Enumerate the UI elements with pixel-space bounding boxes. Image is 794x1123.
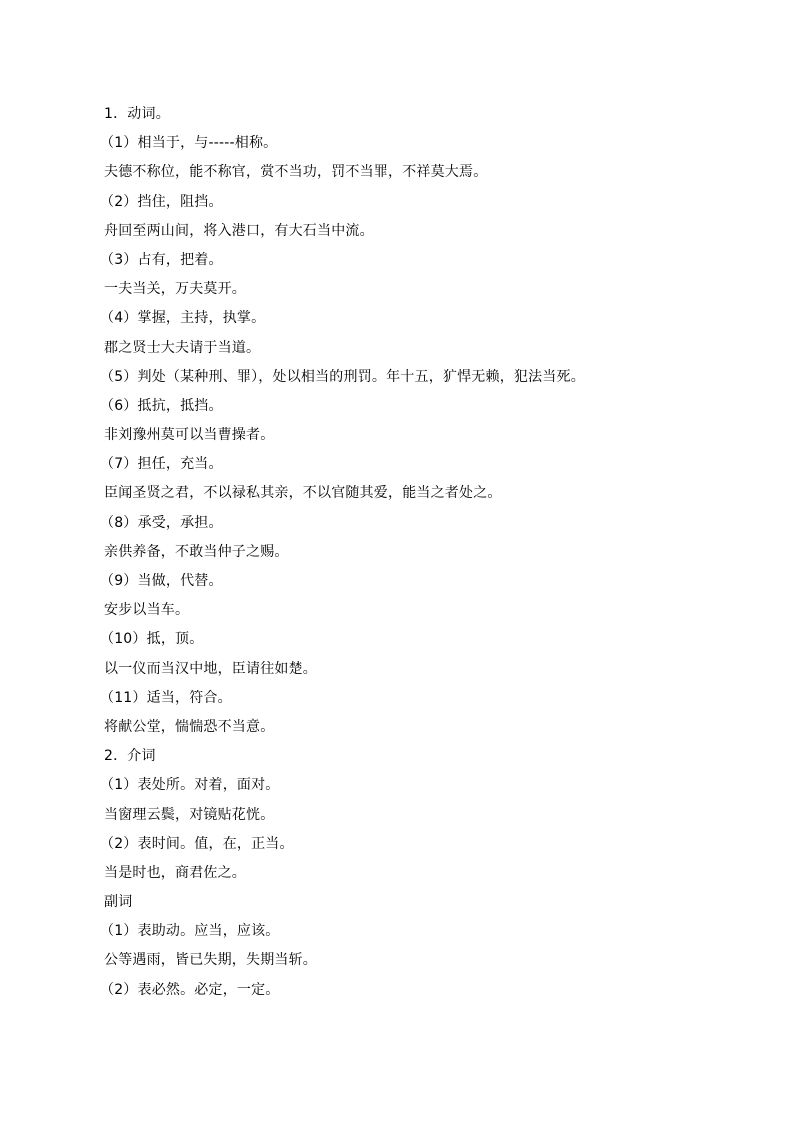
definition-line: （9）当做，代替。 bbox=[100, 573, 223, 589]
example-line: 一夫当关，万夫莫开。 bbox=[104, 281, 246, 298]
example-line: 郡之贤士大夫请于当道。 bbox=[104, 339, 261, 356]
example-line: 非刘豫州莫可以当曹操者。 bbox=[104, 427, 275, 444]
example-line: 当窗理云鬓，对镜贴花恍。 bbox=[104, 806, 275, 823]
definition-line: （11）适当，符合。 bbox=[100, 689, 232, 706]
definition-line: （1）相当于，与-----相称。 bbox=[100, 135, 278, 152]
example-line: 安步以当车。 bbox=[104, 602, 190, 619]
definition-line: （1）表处所。对着，面对。 bbox=[100, 777, 280, 794]
example-line: 将献公堂，惴惴恐不当意。 bbox=[104, 718, 275, 735]
definition-line: （2）挡住，阻挡。 bbox=[100, 193, 223, 210]
section-heading-preposition: 2．介词 bbox=[104, 748, 156, 765]
definition-line: （2）表必然。必定，一定。 bbox=[100, 981, 280, 998]
section-heading-verb: 1．动词。 bbox=[104, 106, 170, 122]
definition-line: （5）判处（某种刑、罪），处以相当的刑罚。年十五，犷悍无赖，犯法当死。 bbox=[100, 368, 585, 385]
example-line: 公等遇雨，皆已失期，失期当斩。 bbox=[104, 952, 317, 969]
definition-line: （3）占有，把着。 bbox=[100, 251, 223, 268]
definition-line: （6）抵抗，抵挡。 bbox=[100, 397, 223, 414]
section-heading-adverb: 副词 bbox=[104, 894, 133, 911]
definition-line: （10）抵，顶。 bbox=[100, 631, 204, 648]
definition-line: （4）掌握，主持，执掌。 bbox=[100, 310, 266, 327]
definition-line: （1）表助动。应当，应该。 bbox=[100, 923, 280, 940]
example-line: 亲供养备，不敢当仲子之赐。 bbox=[104, 543, 289, 560]
example-line: 以一仪而当汉中地，臣请往如楚。 bbox=[104, 660, 317, 677]
example-line: 夫德不称位，能不称官，赏不当功，罚不当罪，不祥莫大焉。 bbox=[104, 164, 488, 181]
example-line: 臣闻圣贤之君，不以禄私其亲，不以官随其爱，能当之者处之。 bbox=[104, 485, 502, 502]
definition-line: （2）表时间。值，在，正当。 bbox=[100, 835, 294, 852]
example-line: 当是时也，商君佐之。 bbox=[104, 864, 246, 881]
document-body bbox=[100, 100, 704, 1005]
example-line: 舟回至两山间，将入港口，有大石当中流。 bbox=[104, 222, 374, 239]
definition-line: （7）担任，充当。 bbox=[100, 456, 223, 473]
definition-line: （8）承受，承担。 bbox=[100, 514, 223, 531]
